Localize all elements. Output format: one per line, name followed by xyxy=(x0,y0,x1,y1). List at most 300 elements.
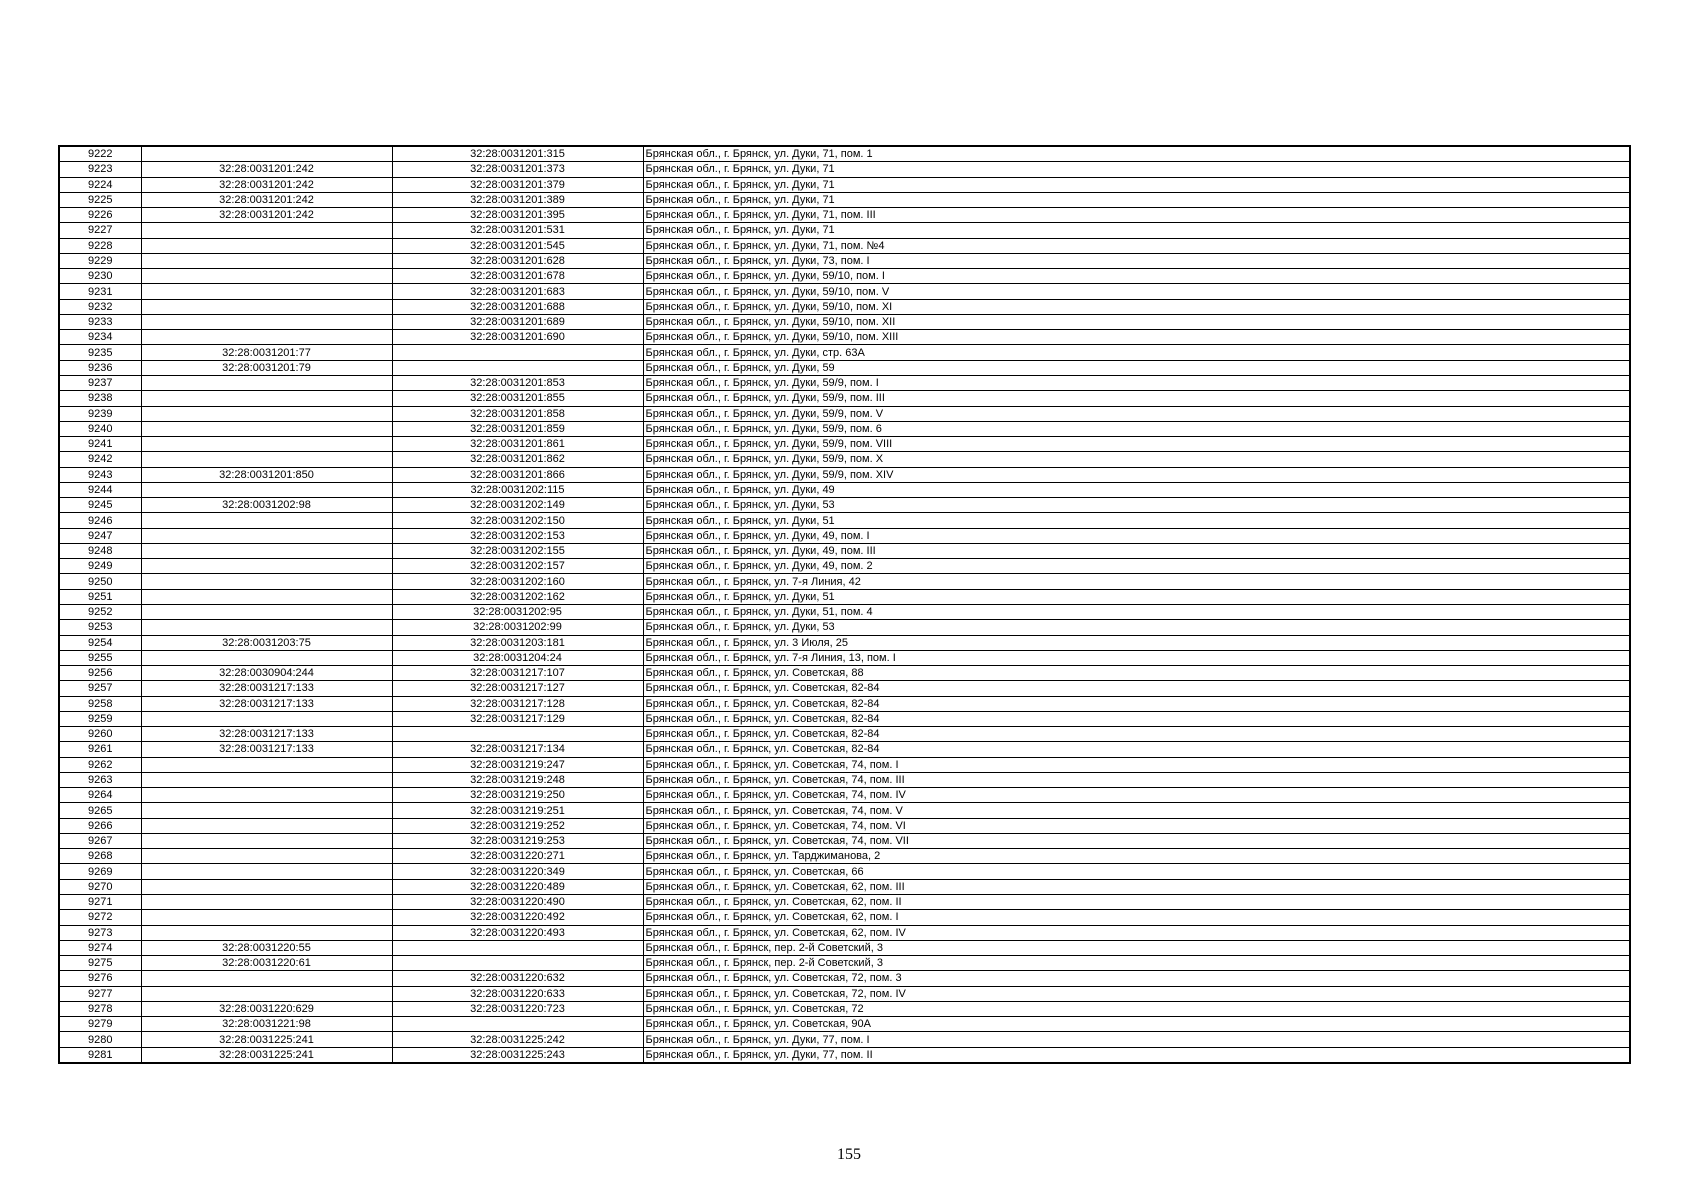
row-number-cell: 9243 xyxy=(59,467,141,482)
parent-cadastral-number-cell xyxy=(141,833,392,848)
address-cell: Брянская обл., г. Брянск, ул. Дуки, 59/10, пом. XIII xyxy=(643,330,1630,345)
table-row xyxy=(59,284,1630,299)
cadastral-number-cell: 32:28:0031202:153 xyxy=(392,528,643,543)
cadastral-number-cell: 32:28:0031201:689 xyxy=(392,314,643,329)
address-cell: Брянская обл., г. Брянск, ул. Дуки, 71 xyxy=(643,162,1630,177)
table-row xyxy=(59,452,1630,467)
row-number-cell: 9261 xyxy=(59,742,141,757)
table-row xyxy=(59,360,1630,375)
parent-cadastral-number-cell xyxy=(141,238,392,253)
table-row xyxy=(59,772,1630,787)
table-row xyxy=(59,1001,1630,1016)
address-cell: Брянская обл., г. Брянск, ул. Дуки, 59/10, пом. V xyxy=(643,284,1630,299)
parent-cadastral-number-cell xyxy=(141,528,392,543)
row-number-cell: 9231 xyxy=(59,284,141,299)
cadastral-number-cell: 32:28:0031201:628 xyxy=(392,253,643,268)
row-number-cell: 9228 xyxy=(59,238,141,253)
row-number-cell: 9246 xyxy=(59,513,141,528)
parent-cadastral-number-cell xyxy=(141,437,392,452)
cadastral-number-cell: 32:28:0031201:688 xyxy=(392,299,643,314)
table-row xyxy=(59,681,1630,696)
row-number-cell: 9247 xyxy=(59,528,141,543)
row-number-cell: 9245 xyxy=(59,498,141,513)
cadastral-number-cell: 32:28:0031201:861 xyxy=(392,437,643,452)
address-cell: Брянская обл., г. Брянск, ул. Дуки, 71 xyxy=(643,192,1630,207)
cadastral-number-cell xyxy=(392,956,643,971)
address-cell: Брянская обл., г. Брянск, ул. Дуки, 59/9, пом. VIII xyxy=(643,437,1630,452)
address-cell: Брянская обл., г. Брянск, ул. Советская, 82-84 xyxy=(643,742,1630,757)
table-row xyxy=(59,788,1630,803)
row-number-cell: 9276 xyxy=(59,971,141,986)
parent-cadastral-number-cell: 32:28:0031225:241 xyxy=(141,1032,392,1047)
parent-cadastral-number-cell xyxy=(141,269,392,284)
cadastral-number-cell: 32:28:0031220:271 xyxy=(392,849,643,864)
cadastral-number-cell xyxy=(392,360,643,375)
cadastral-number-cell: 32:28:0031225:242 xyxy=(392,1032,643,1047)
parent-cadastral-number-cell xyxy=(141,589,392,604)
parent-cadastral-number-cell xyxy=(141,650,392,665)
address-cell: Брянская обл., г. Брянск, ул. Дуки, 73, пом. I xyxy=(643,253,1630,268)
table-row xyxy=(59,330,1630,345)
cadastral-number-cell: 32:28:0031219:252 xyxy=(392,818,643,833)
address-cell: Брянская обл., г. Брянск, ул. Советская, 74, пом. VII xyxy=(643,833,1630,848)
table-row xyxy=(59,1032,1630,1047)
address-cell: Брянская обл., г. Брянск, ул. Дуки, 49, пом. III xyxy=(643,543,1630,558)
address-cell: Брянская обл., г. Брянск, ул. Советская, 72, пом. 3 xyxy=(643,971,1630,986)
parent-cadastral-number-cell: 32:28:0031220:55 xyxy=(141,940,392,955)
cadastral-number-cell: 32:28:0031219:251 xyxy=(392,803,643,818)
row-number-cell: 9227 xyxy=(59,223,141,238)
parent-cadastral-number-cell: 32:28:0031220:629 xyxy=(141,1001,392,1016)
parent-cadastral-number-cell xyxy=(141,711,392,726)
cadastral-number-cell: 32:28:0031220:632 xyxy=(392,971,643,986)
parent-cadastral-number-cell: 32:28:0031201:77 xyxy=(141,345,392,360)
table-row xyxy=(59,910,1630,925)
table-row xyxy=(59,299,1630,314)
cadastral-number-cell: 32:28:0031220:349 xyxy=(392,864,643,879)
cadastral-number-cell: 32:28:0031219:250 xyxy=(392,788,643,803)
parent-cadastral-number-cell: 32:28:0031201:850 xyxy=(141,467,392,482)
address-cell: Брянская обл., г. Брянск, ул. Дуки, 71 xyxy=(643,223,1630,238)
row-number-cell: 9224 xyxy=(59,177,141,192)
parent-cadastral-number-cell xyxy=(141,421,392,436)
table-row xyxy=(59,956,1630,971)
parent-cadastral-number-cell: 32:28:0031217:133 xyxy=(141,681,392,696)
row-number-cell: 9237 xyxy=(59,375,141,390)
address-cell: Брянская обл., г. Брянск, ул. Дуки, 59/10, пом. I xyxy=(643,269,1630,284)
table-row xyxy=(59,589,1630,604)
table-row xyxy=(59,513,1630,528)
row-number-cell: 9277 xyxy=(59,986,141,1001)
cadastral-number-cell: 32:28:0031220:633 xyxy=(392,986,643,1001)
table-row xyxy=(59,574,1630,589)
address-cell: Брянская обл., г. Брянск, ул. Советская, 90А xyxy=(643,1017,1630,1032)
row-number-cell: 9248 xyxy=(59,543,141,558)
row-number-cell: 9266 xyxy=(59,818,141,833)
address-cell: Брянская обл., г. Брянск, ул. Советская, 72, пом. IV xyxy=(643,986,1630,1001)
cadastral-number-cell: 32:28:0031220:492 xyxy=(392,910,643,925)
row-number-cell: 9270 xyxy=(59,879,141,894)
address-cell: Брянская обл., г. Брянск, ул. Дуки, 59/9, пом. XIV xyxy=(643,467,1630,482)
cadastral-number-cell: 32:28:0031225:243 xyxy=(392,1047,643,1063)
table-row xyxy=(59,482,1630,497)
cadastral-number-cell: 32:28:0031202:160 xyxy=(392,574,643,589)
row-number-cell: 9233 xyxy=(59,314,141,329)
parent-cadastral-number-cell xyxy=(141,314,392,329)
address-cell: Брянская обл., г. Брянск, ул. Советская, 72 xyxy=(643,1001,1630,1016)
table-row xyxy=(59,803,1630,818)
parent-cadastral-number-cell xyxy=(141,299,392,314)
address-cell: Брянская обл., г. Брянск, ул. Советская, 82-84 xyxy=(643,696,1630,711)
cadastral-number-cell: 32:28:0031203:181 xyxy=(392,635,643,650)
row-number-cell: 9251 xyxy=(59,589,141,604)
address-cell: Брянская обл., г. Брянск, ул. Советская, 74, пом. IV xyxy=(643,788,1630,803)
parent-cadastral-number-cell: 32:28:0031220:61 xyxy=(141,956,392,971)
address-cell: Брянская обл., г. Брянск, ул. Советская, 74, пом. III xyxy=(643,772,1630,787)
parent-cadastral-number-cell xyxy=(141,788,392,803)
cadastral-number-cell: 32:28:0031201:389 xyxy=(392,192,643,207)
row-number-cell: 9229 xyxy=(59,253,141,268)
row-number-cell: 9223 xyxy=(59,162,141,177)
address-cell: Брянская обл., г. Брянск, ул. Советская, 74, пом. V xyxy=(643,803,1630,818)
row-number-cell: 9234 xyxy=(59,330,141,345)
table-row xyxy=(59,864,1630,879)
cadastral-number-cell: 32:28:0031201:545 xyxy=(392,238,643,253)
address-cell: Брянская обл., г. Брянск, ул. Дуки, 59/9, пом. III xyxy=(643,391,1630,406)
cadastral-number-cell: 32:28:0031201:373 xyxy=(392,162,643,177)
table-row xyxy=(59,604,1630,619)
cadastral-number-cell xyxy=(392,1017,643,1032)
table-row xyxy=(59,543,1630,558)
table-row xyxy=(59,925,1630,940)
cadastral-number-cell: 32:28:0031201:859 xyxy=(392,421,643,436)
parent-cadastral-number-cell xyxy=(141,391,392,406)
parent-cadastral-number-cell xyxy=(141,406,392,421)
parent-cadastral-number-cell xyxy=(141,513,392,528)
row-number-cell: 9262 xyxy=(59,757,141,772)
table-row xyxy=(59,192,1630,207)
table-row xyxy=(59,940,1630,955)
cadastral-number-cell: 32:28:0031202:155 xyxy=(392,543,643,558)
table-row xyxy=(59,986,1630,1001)
table-row xyxy=(59,650,1630,665)
table-row xyxy=(59,895,1630,910)
cadastral-number-cell: 32:28:0031217:129 xyxy=(392,711,643,726)
cadastral-number-cell: 32:28:0031201:855 xyxy=(392,391,643,406)
row-number-cell: 9236 xyxy=(59,360,141,375)
table-row xyxy=(59,757,1630,772)
row-number-cell: 9239 xyxy=(59,406,141,421)
cadastral-number-cell: 32:28:0031202:157 xyxy=(392,559,643,574)
row-number-cell: 9225 xyxy=(59,192,141,207)
parent-cadastral-number-cell xyxy=(141,849,392,864)
cadastral-number-cell: 32:28:0031220:723 xyxy=(392,1001,643,1016)
address-cell: Брянская обл., г. Брянск, ул. Дуки, 59/9, пом. 6 xyxy=(643,421,1630,436)
row-number-cell: 9257 xyxy=(59,681,141,696)
address-cell: Брянская обл., г. Брянск, ул. Советская, 82-84 xyxy=(643,727,1630,742)
data-table xyxy=(58,145,1631,1064)
parent-cadastral-number-cell xyxy=(141,864,392,879)
row-number-cell: 9273 xyxy=(59,925,141,940)
address-cell: Брянская обл., г. Брянск, ул. Советская, 82-84 xyxy=(643,711,1630,726)
table-row xyxy=(59,223,1630,238)
row-number-cell: 9258 xyxy=(59,696,141,711)
parent-cadastral-number-cell: 32:28:0031217:133 xyxy=(141,696,392,711)
table-row xyxy=(59,635,1630,650)
parent-cadastral-number-cell: 32:28:0031201:242 xyxy=(141,177,392,192)
parent-cadastral-number-cell: 32:28:0031203:75 xyxy=(141,635,392,650)
parent-cadastral-number-cell: 32:28:0031201:79 xyxy=(141,360,392,375)
parent-cadastral-number-cell xyxy=(141,574,392,589)
parent-cadastral-number-cell: 32:28:0031217:133 xyxy=(141,727,392,742)
parent-cadastral-number-cell xyxy=(141,925,392,940)
address-cell: Брянская обл., г. Брянск, ул. Дуки, 77, пом. II xyxy=(643,1047,1630,1063)
table-row xyxy=(59,879,1630,894)
table-row xyxy=(59,238,1630,253)
table-row xyxy=(59,1017,1630,1032)
row-number-cell: 9235 xyxy=(59,345,141,360)
parent-cadastral-number-cell xyxy=(141,910,392,925)
row-number-cell: 9244 xyxy=(59,482,141,497)
row-number-cell: 9238 xyxy=(59,391,141,406)
table-row xyxy=(59,406,1630,421)
cadastral-number-cell: 32:28:0031204:24 xyxy=(392,650,643,665)
parent-cadastral-number-cell xyxy=(141,620,392,635)
table-row xyxy=(59,208,1630,223)
table-row xyxy=(59,1047,1630,1063)
address-cell: Брянская обл., г. Брянск, ул. Советская, 62, пом. III xyxy=(643,879,1630,894)
row-number-cell: 9242 xyxy=(59,452,141,467)
table-row xyxy=(59,314,1630,329)
row-number-cell: 9281 xyxy=(59,1047,141,1063)
parent-cadastral-number-cell xyxy=(141,772,392,787)
parent-cadastral-number-cell xyxy=(141,559,392,574)
address-cell: Брянская обл., г. Брянск, ул. Дуки, 51 xyxy=(643,589,1630,604)
parent-cadastral-number-cell xyxy=(141,971,392,986)
row-number-cell: 9255 xyxy=(59,650,141,665)
row-number-cell: 9272 xyxy=(59,910,141,925)
table-row xyxy=(59,391,1630,406)
row-number-cell: 9280 xyxy=(59,1032,141,1047)
table-row xyxy=(59,146,1630,162)
row-number-cell: 9260 xyxy=(59,727,141,742)
table-row xyxy=(59,833,1630,848)
row-number-cell: 9269 xyxy=(59,864,141,879)
row-number-cell: 9226 xyxy=(59,208,141,223)
address-cell: Брянская обл., г. Брянск, ул. Советская, 62, пом. II xyxy=(643,895,1630,910)
row-number-cell: 9279 xyxy=(59,1017,141,1032)
table-row xyxy=(59,711,1630,726)
table-row xyxy=(59,498,1630,513)
table-row xyxy=(59,437,1630,452)
address-cell: Брянская обл., г. Брянск, ул. Дуки, 59/9, пом. X xyxy=(643,452,1630,467)
address-cell: Брянская обл., г. Брянск, ул. Дуки, 71, пом. №4 xyxy=(643,238,1630,253)
address-cell: Брянская обл., г. Брянск, ул. 7-я Линия, 42 xyxy=(643,574,1630,589)
address-cell: Брянская обл., г. Брянск, ул. Дуки, 59/10, пом. XII xyxy=(643,314,1630,329)
row-number-cell: 9264 xyxy=(59,788,141,803)
parent-cadastral-number-cell xyxy=(141,895,392,910)
cadastral-number-cell: 32:28:0031201:690 xyxy=(392,330,643,345)
parent-cadastral-number-cell xyxy=(141,986,392,1001)
parent-cadastral-number-cell: 32:28:0031201:242 xyxy=(141,208,392,223)
parent-cadastral-number-cell xyxy=(141,543,392,558)
row-number-cell: 9275 xyxy=(59,956,141,971)
parent-cadastral-number-cell xyxy=(141,604,392,619)
cadastral-number-cell: 32:28:0031219:248 xyxy=(392,772,643,787)
row-number-cell: 9230 xyxy=(59,269,141,284)
table-row xyxy=(59,467,1630,482)
table-row xyxy=(59,971,1630,986)
row-number-cell: 9268 xyxy=(59,849,141,864)
table-row xyxy=(59,559,1630,574)
parent-cadastral-number-cell xyxy=(141,253,392,268)
table-row xyxy=(59,666,1630,681)
address-cell: Брянская обл., г. Брянск, ул. Тарджиманова, 2 xyxy=(643,849,1630,864)
parent-cadastral-number-cell xyxy=(141,452,392,467)
row-number-cell: 9232 xyxy=(59,299,141,314)
parent-cadastral-number-cell xyxy=(141,879,392,894)
row-number-cell: 9256 xyxy=(59,666,141,681)
address-cell: Брянская обл., г. Брянск, ул. Дуки, 51, пом. 4 xyxy=(643,604,1630,619)
cadastral-number-cell xyxy=(392,940,643,955)
parent-cadastral-number-cell xyxy=(141,146,392,162)
cadastral-number-cell: 32:28:0031220:490 xyxy=(392,895,643,910)
cadastral-number-cell xyxy=(392,727,643,742)
cadastral-number-cell: 32:28:0031217:107 xyxy=(392,666,643,681)
address-cell: Брянская обл., г. Брянск, ул. Дуки, 49, пом. I xyxy=(643,528,1630,543)
address-cell: Брянская обл., г. Брянск, ул. Дуки, 59/9, пом. I xyxy=(643,375,1630,390)
address-cell: Брянская обл., г. Брянск, ул. Советская, 62, пом. IV xyxy=(643,925,1630,940)
address-cell: Брянская обл., г. Брянск, ул. Советская, 88 xyxy=(643,666,1630,681)
cadastral-number-cell: 32:28:0031201:678 xyxy=(392,269,643,284)
address-cell: Брянская обл., г. Брянск, ул. Дуки, 77, пом. I xyxy=(643,1032,1630,1047)
parent-cadastral-number-cell xyxy=(141,375,392,390)
parent-cadastral-number-cell xyxy=(141,803,392,818)
cadastral-number-cell: 32:28:0031219:247 xyxy=(392,757,643,772)
table-row xyxy=(59,528,1630,543)
row-number-cell: 9259 xyxy=(59,711,141,726)
table-row xyxy=(59,253,1630,268)
address-cell: Брянская обл., г. Брянск, ул. Дуки, 71, пом. 1 xyxy=(643,146,1630,162)
parent-cadastral-number-cell xyxy=(141,818,392,833)
address-cell: Брянская обл., г. Брянск, пер. 2-й Советский, 3 xyxy=(643,940,1630,955)
address-cell: Брянская обл., г. Брянск, ул. Дуки, 71 xyxy=(643,177,1630,192)
address-cell: Брянская обл., г. Брянск, ул. Дуки, 59 xyxy=(643,360,1630,375)
cadastral-number-cell: 32:28:0031217:127 xyxy=(392,681,643,696)
cadastral-number-cell: 32:28:0031202:99 xyxy=(392,620,643,635)
cadastral-number-cell: 32:28:0031202:162 xyxy=(392,589,643,604)
address-cell: Брянская обл., г. Брянск, ул. Дуки, 53 xyxy=(643,620,1630,635)
row-number-cell: 9267 xyxy=(59,833,141,848)
row-number-cell: 9263 xyxy=(59,772,141,787)
cadastral-number-cell: 32:28:0031220:489 xyxy=(392,879,643,894)
row-number-cell: 9250 xyxy=(59,574,141,589)
page-number: 155 xyxy=(837,1146,861,1163)
table-body xyxy=(59,146,1630,1063)
cadastral-number-cell: 32:28:0031201:683 xyxy=(392,284,643,299)
parent-cadastral-number-cell: 32:28:0031201:242 xyxy=(141,162,392,177)
row-number-cell: 9222 xyxy=(59,146,141,162)
address-cell: Брянская обл., г. Брянск, ул. Дуки, 71, пом. III xyxy=(643,208,1630,223)
table-row xyxy=(59,727,1630,742)
table-row xyxy=(59,620,1630,635)
cadastral-number-cell: 32:28:0031201:862 xyxy=(392,452,643,467)
address-cell: Брянская обл., г. Брянск, ул. Советская, 66 xyxy=(643,864,1630,879)
address-cell: Брянская обл., г. Брянск, ул. Дуки, 53 xyxy=(643,498,1630,513)
parent-cadastral-number-cell: 32:28:0031217:133 xyxy=(141,742,392,757)
row-number-cell: 9240 xyxy=(59,421,141,436)
row-number-cell: 9254 xyxy=(59,635,141,650)
address-cell: Брянская обл., г. Брянск, ул. Советская, 82-84 xyxy=(643,681,1630,696)
cadastral-number-cell: 32:28:0031220:493 xyxy=(392,925,643,940)
table-row xyxy=(59,696,1630,711)
cadastral-number-cell: 32:28:0031201:531 xyxy=(392,223,643,238)
address-cell: Брянская обл., г. Брянск, ул. Дуки, 59/10, пом. XI xyxy=(643,299,1630,314)
address-cell: Брянская обл., г. Брянск, ул. Советская, 74, пом. I xyxy=(643,757,1630,772)
cadastral-number-cell: 32:28:0031201:379 xyxy=(392,177,643,192)
table-row xyxy=(59,375,1630,390)
row-number-cell: 9274 xyxy=(59,940,141,955)
address-cell: Брянская обл., г. Брянск, ул. Дуки, 59/9, пом. V xyxy=(643,406,1630,421)
address-cell: Брянская обл., г. Брянск, ул. 3 Июля, 25 xyxy=(643,635,1630,650)
parent-cadastral-number-cell xyxy=(141,284,392,299)
row-number-cell: 9252 xyxy=(59,604,141,619)
table-row xyxy=(59,162,1630,177)
cadastral-number-cell: 32:28:0031202:115 xyxy=(392,482,643,497)
parent-cadastral-number-cell: 32:28:0030904:244 xyxy=(141,666,392,681)
cadastral-number-cell: 32:28:0031201:395 xyxy=(392,208,643,223)
table-row xyxy=(59,177,1630,192)
address-cell: Брянская обл., г. Брянск, ул. Советская, 62, пом. I xyxy=(643,910,1630,925)
cadastral-number-cell: 32:28:0031202:149 xyxy=(392,498,643,513)
row-number-cell: 9253 xyxy=(59,620,141,635)
row-number-cell: 9241 xyxy=(59,437,141,452)
parent-cadastral-number-cell xyxy=(141,757,392,772)
row-number-cell: 9278 xyxy=(59,1001,141,1016)
table-row xyxy=(59,742,1630,757)
table-row xyxy=(59,345,1630,360)
cadastral-number-cell: 32:28:0031202:150 xyxy=(392,513,643,528)
address-cell: Брянская обл., г. Брянск, ул. 7-я Линия, 13, пом. I xyxy=(643,650,1630,665)
cadastral-number-cell: 32:28:0031201:858 xyxy=(392,406,643,421)
parent-cadastral-number-cell: 32:28:0031225:241 xyxy=(141,1047,392,1063)
parent-cadastral-number-cell: 32:28:0031221:98 xyxy=(141,1017,392,1032)
address-cell: Брянская обл., г. Брянск, ул. Дуки, стр. 63А xyxy=(643,345,1630,360)
row-number-cell: 9249 xyxy=(59,559,141,574)
address-cell: Брянская обл., г. Брянск, ул. Дуки, 49 xyxy=(643,482,1630,497)
parent-cadastral-number-cell xyxy=(141,330,392,345)
table-row xyxy=(59,421,1630,436)
cadastral-number-cell: 32:28:0031201:315 xyxy=(392,146,643,162)
cadastral-number-cell: 32:28:0031217:128 xyxy=(392,696,643,711)
cadastral-number-cell: 32:28:0031201:866 xyxy=(392,467,643,482)
cadastral-number-cell: 32:28:0031202:95 xyxy=(392,604,643,619)
address-cell: Брянская обл., г. Брянск, ул. Дуки, 51 xyxy=(643,513,1630,528)
table-row xyxy=(59,269,1630,284)
row-number-cell: 9271 xyxy=(59,895,141,910)
parent-cadastral-number-cell xyxy=(141,482,392,497)
address-cell: Брянская обл., г. Брянск, пер. 2-й Советский, 3 xyxy=(643,956,1630,971)
cadastral-number-cell: 32:28:0031201:853 xyxy=(392,375,643,390)
table-row xyxy=(59,849,1630,864)
parent-cadastral-number-cell: 32:28:0031201:242 xyxy=(141,192,392,207)
parent-cadastral-number-cell xyxy=(141,223,392,238)
address-cell: Брянская обл., г. Брянск, ул. Дуки, 49, пом. 2 xyxy=(643,559,1630,574)
table-row xyxy=(59,818,1630,833)
cadastral-number-cell: 32:28:0031219:253 xyxy=(392,833,643,848)
cadastral-number-cell: 32:28:0031217:134 xyxy=(392,742,643,757)
cadastral-number-cell xyxy=(392,345,643,360)
